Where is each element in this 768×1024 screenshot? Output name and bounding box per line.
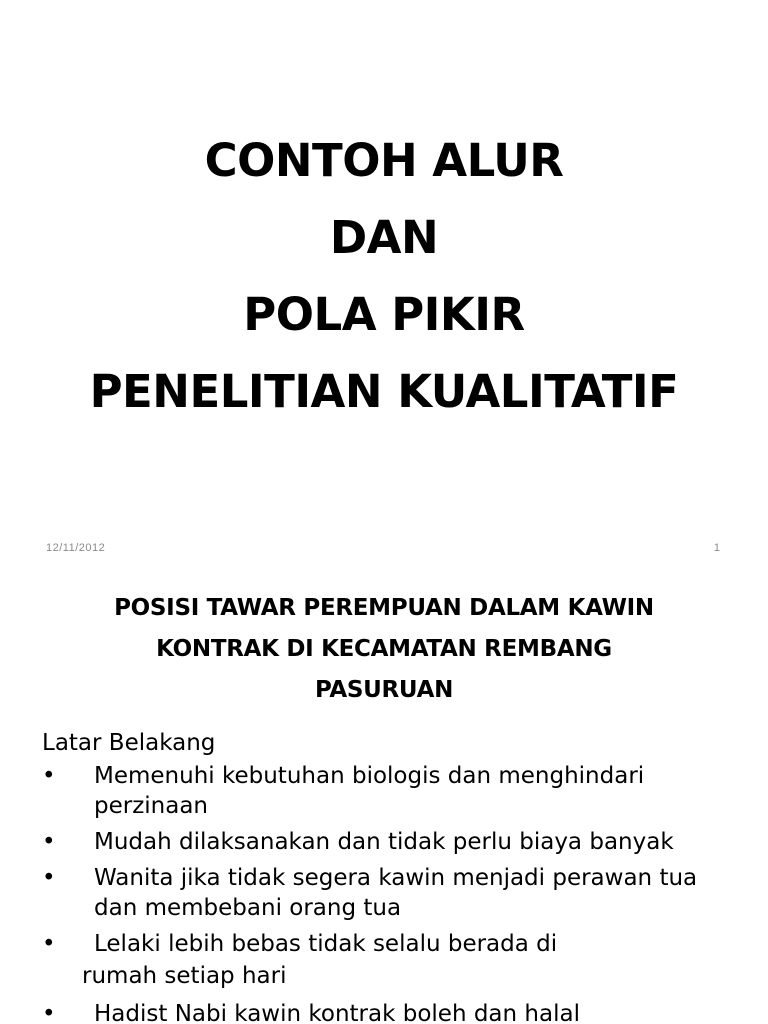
bullet-icon: • <box>42 865 56 891</box>
slide-1-title-line: POLA PIKIR <box>243 288 525 341</box>
bullet-text: Wanita jika tidak segera kawin menjadi perawan tua dan membebani orang tua <box>94 865 698 921</box>
bullet-item <box>42 827 742 857</box>
slide-2-title-line: KONTRAK DI KECAMATAN REMBANG <box>156 636 612 662</box>
bullet-icon: • <box>42 829 56 855</box>
bullet-item <box>42 863 742 923</box>
bullet-text: Lelaki lebih bebas tidak selalu berada di <box>94 931 558 957</box>
bullet-icon: • <box>42 763 56 789</box>
bullet-item <box>42 761 742 821</box>
bullet-continuation: rumah setiap hari <box>82 963 287 989</box>
bullet-item <box>42 929 742 959</box>
slide-1-title <box>0 122 768 430</box>
bullet-text: Memenuhi kebutuhan biologis dan menghindari perzinaan <box>94 763 645 819</box>
bullet-item <box>42 999 742 1024</box>
bullet-text: Mudah dilaksanakan dan tidak perlu biaya banyak <box>94 829 674 855</box>
bullet-text: Hadist Nabi kawin kontrak boleh dan halal <box>94 1001 580 1024</box>
slide-1-title-line: DAN <box>329 211 439 264</box>
slide-1-title-line: PENELITIAN KUALITATIF <box>89 365 679 418</box>
footer-date: 12/11/2012 <box>46 542 106 554</box>
slide-2-body <box>42 728 742 1024</box>
slide-2-title <box>0 588 768 711</box>
section-heading: Latar Belakang <box>42 730 216 756</box>
slide-1-title-line: CONTOH ALUR <box>204 134 564 187</box>
slide-2-title-line: POSISI TAWAR PEREMPUAN DALAM KAWIN <box>114 595 654 621</box>
slide-2-title-line: PASURUAN <box>314 677 454 703</box>
bullet-icon: • <box>42 1001 56 1024</box>
bullet-icon: • <box>42 931 56 957</box>
page-number: 1 <box>713 542 720 554</box>
slide-2 <box>0 576 768 1024</box>
